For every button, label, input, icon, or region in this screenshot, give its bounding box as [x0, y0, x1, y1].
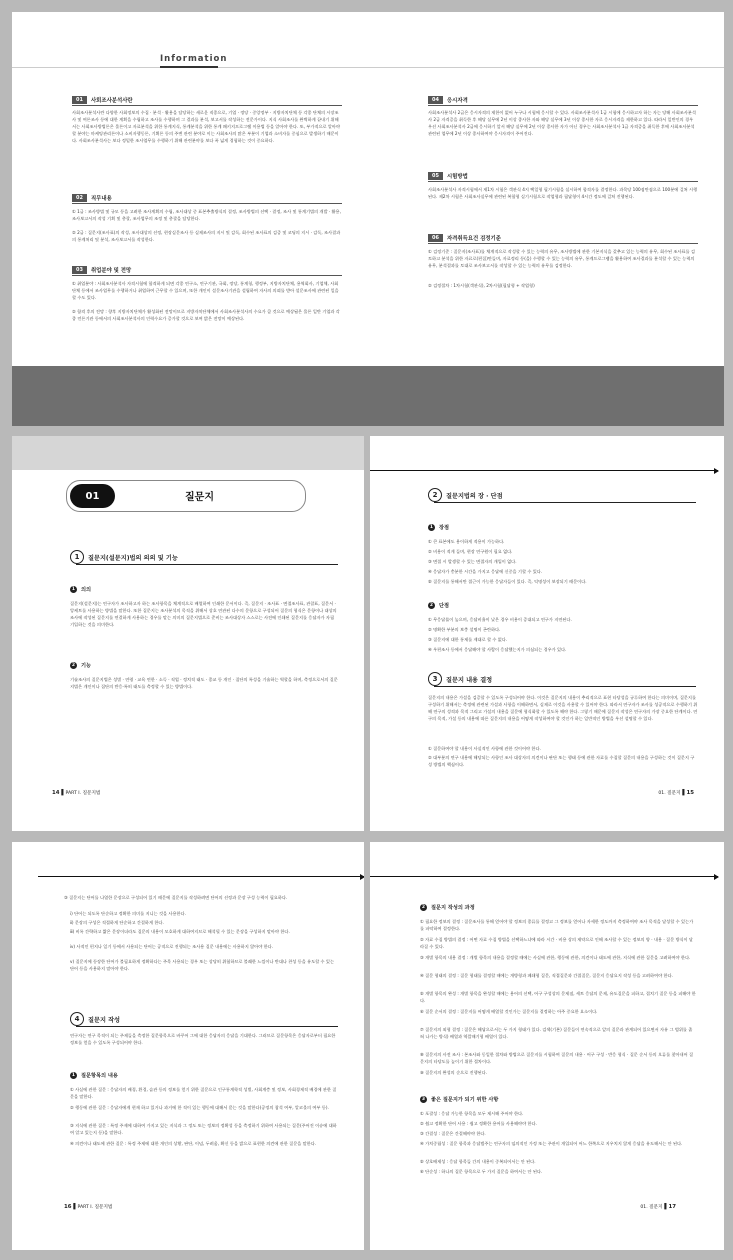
page-arrow: [370, 876, 718, 877]
content-item: ② 행동에 관한 질문 : 응답자에게 현재 하고 있거나 과거에 한 적이 있는 행동에 대해서 묻는 것을 말한다(공정의 참석 여부, 알코올의 여부 등).: [70, 1105, 329, 1110]
section-4-body: 연구자는 연구 목적이 되는 주제들을 측정한 질문항목으로 바꾸어 그에 대한 응답자의 응답을 기대한다. 그러므로 질문항목은 응답자로부터 필요한 정보를 얻을 수 있도록 구성되어야 한다.: [70, 1033, 336, 1046]
section-01-body: 사회조사분석사란 다양한 사회정보의 수집 · 분석 · 활용을 담당하는 새로운 직종으로, 기업 · 정당 · 중앙정부 · 지방자치단체 등 각종 단체의 시장조사 및 여론조사 등에 대한 계획을 수립하고 조사를 수행하며 그 결과를 분석, 보고서를 작성하는 전문가이다. 지식 사회조사를 완벽하게 끝내기 위해서는 사회조사방법론은 물론이고 자료분석을 위한 통계지식, 통계분석을 위한 통계 패키지프로그램 이용법 등을 알아야 한다. 또, 부가적으로 알아야 할 분야는 마케팅관리론이나 소비자행동론, 기획론 등의 주변 관련 분야로 이는 사회조사의 많은 부분이 기업과 소비자를 중심으로 발생하기 때문이다. 사회조사분석사는 보다 정밀한 조사업무를 수행하기 위해 관련분야를 보다 폭 넓게 경험하는 것이 중요하다.: [72, 110, 341, 144]
content-item: ③ 지식에 관한 질문 : 특정 주제에 대하여 가지고 있는 지식과 그 정도 또는 정보의 정확성 등을 측정하기 위하여 사용되는 질문(주어진 이슈에 대하여 알고 있는지 등)을 말한다.: [70, 1123, 337, 1136]
section-06-item: ① 검정기준 : 질문지(조사표)를 체계적으로 작성할 수 있는 능력의 유무, 조사방법에 관한 기본지식을 갖추고 있는 능력의 유무, 회수된 조사표를 검토하고 분석을 위한 자료로(편집)만들며, 자료정리 등(을) 수행할 수 있는 능력의 유무, 통계프로그램을 활용하여 조사결과를 분석할 수 있는 능력의 유무, 분석결과를 토대로 조사보고서를 작성할 수 있는 능력의 유무를 검정한다.: [428, 249, 695, 269]
chapter-number: 01: [70, 484, 115, 508]
section-02-item: ② 2급 : 질문지(조사표)의 작성, 조사대상의 선정, 현장실문조사 등 실제조사의 지시 및 감독, 회수된 조사표의 검증 및 코딩의 지시 · 감독, 조사결과의 통계처리 및 분석, 조사보고서를 작성한다.: [72, 230, 341, 243]
section-3-heading: 3 질문지 내용 결정: [428, 672, 492, 686]
good-item: ④ 가치중립성 : 질문 항목과 응답범주는 연구자의 임의적인 가정 또는 주관이 개입되어 어느 한쪽으로 지우치지 않게 응답을 유도해서는 안 된다.: [420, 1141, 683, 1146]
section-02-item: ① 1급 : 조사방법 및 규모 등을 고려한 조사계획의 수립, 조사대상 중 표본추출방식의 결정, 조사방법의 선택 · 결정, 조사 및 통계기법의 개발 · 활용, 조사보고서의 작성 기획 및 총괄, 조사업무의 조정 및 총괄을 담당한다.: [72, 209, 341, 222]
section-3-body: 질문지의 내용은 가설을 검증할 수 있도록 구성되어야 한다. 이것은 질문지의 내용이 추리적으로 표현 타당성을 규루하여 한다는 의미이며, 질문지를 구성하기 위해서는 측정에 관련된 가설과 사항을 이해하면서, 실제로 이것을 사용할 수 있어야 한다. 따라서 연구자가 조사를 성공적으로 수행하기 위해 연구의 성격과 목적 그리고 가설의 내용을 질문에 형식화할 수 있도록 해야 한다. 그렇기 때문에 질문지 작성은 연구자의 가장 중요한 단계이다. 연구의 목적, 가설 등의 내용에 따른 질문지의 내용을 어떻게 작성하여야 할 것인가 하는 일반적인 방법을 우선 설명할 수 있다.: [428, 695, 698, 722]
process-step: ⑨ 질문지의 완성의 순으로 진행된다.: [420, 1070, 488, 1075]
good-item: ② 쉽고 정확한 단어 사용 : 쉽고 정확한 용어를 사용해야야 한다.: [420, 1121, 537, 1126]
section-1-heading: 1 질문지(설문지)법의 의의 및 기능: [70, 550, 178, 564]
section-2-heading: 2 질문지법의 장 · 단점: [428, 488, 503, 502]
page-17: [370, 842, 724, 1250]
wording-item: ⅴ) 질문지에 등장한 단어가 불필요하게 정확하다는 주목 사용되는 경우 또는 상당히 위험하므로 불쾌한 느낌이나 반대나 찬성 등을 유도할 수 있는 단어 등을 사용하지 말아야 한다.: [70, 959, 335, 972]
page-footer-16: 16 ▌PART Ⅰ. 질문지법: [64, 1204, 113, 1210]
info-spread: [12, 12, 724, 426]
section-05-body: 사회조사분석사 자격시험에서 제1차 시험은 객관식 4지 택일형 필기시험을 실시하여 합격자를 결정한다. 과목당 100점만점으로 100분에 걸쳐 시행된다. 제2차 시험은 사회조사실무에 관련된 복합형 실기시험으로 작업형과 필답형이 4시간 정도에 걸쳐 진행된다.: [428, 187, 698, 200]
info-header-underline: [160, 66, 218, 68]
subsection-cons: 2 단점: [429, 603, 450, 609]
section-01-heading: 01 사회조사분석사란: [72, 96, 133, 104]
wording-item: ⅱ) 문장의 구성은 적절하게 단순하고 간결하게 한다.: [70, 920, 164, 925]
section-06-heading: 06 자격취득요건 검정기준: [428, 234, 501, 242]
subsection-good-questionnaire: 3 좋은 질문지가 되기 위한 사항: [421, 1097, 499, 1103]
subsection-writing-process: 2 질문지 작성의 과정: [421, 905, 475, 911]
wording-item: ⅰ) 단어는 되도록 단순하고 정확한 의미를 지니는 것을 사용한다.: [70, 911, 186, 916]
content-item: ④ 의견이나 태도에 관한 질문 : 특정 주제에 대한 개인의 상황, 판단, 이념, 두려움, 확신 등을 밝으로 표현한 의견에 관한 질문을 말한다.: [70, 1141, 317, 1146]
page-footer-17: 01. 질문지 ▌17: [640, 1204, 676, 1210]
process-step: ⑤ 개별 항목의 완성 : 개별 항목을 완성할 때에는 용어의 선택, 어구 구성상의 문제점, 세트 응답의 문제, 유도질문을 피하고, 겹치기 질문 등을 피해야 한다.: [420, 991, 696, 1004]
cons-item: ① 무응답률이 높으며, 응답비율이 낮은 경우 비용이 증대되고 연구가 지연된다.: [428, 617, 572, 622]
process-step: ② 자료 수집 방법의 결정 : 어떤 자료 수집 방법을 선택하느냐에 따라 시간 · 비용 상의 제약으로 인해 조사할 수 있는 정보의 양 · 내용 · 질문 방식이 달라질 수 있다.: [420, 937, 693, 950]
info-header: Information: [160, 54, 228, 64]
section-03-item: ② 합격 후의 전망 : 향후 지방자치단체가 활성화된 전망이므로 지방자치단체에서 사회조사분석사의 수요가 클 것으로 예상됨은 물론 일반 기업과 각종 언론기관 등에서의 사회조사분석사의 인력수요가 증가할 것으로 보여 밝은 전망이 예상된다.: [72, 309, 340, 322]
pros-item: ② 비용이 적게 들며, 현장 연구원이 필요 없다.: [428, 549, 513, 554]
chapter-title-box: [66, 480, 306, 512]
good-item: ⑤ 상호배제성 : 응답 항목들 간의 내용이 중복되어서는 안 된다.: [420, 1159, 536, 1164]
wording-item: ⅳ) 사적인 편지나 일기 등에서 사용되는 단어는 공적으로 진행되는 조사용 질문 내용에는 사용하지 않아야 한다.: [70, 944, 273, 949]
subsection-meaning: 1 의의: [71, 587, 92, 593]
subsection-function: 2 기능: [71, 663, 92, 669]
page-footer-15: 01. 질문지 ▌15: [658, 790, 694, 796]
process-step: ③ 개별 항목의 내용 결정 : 개별 항목의 내용을 결정할 때에는 사실에 관한, 행동에 관한, 의견이나 태도에 관한, 지식에 관한 질문을 고려하여야 한다.: [420, 955, 691, 960]
process-step: ⑦ 질문지의 외형 결정 : 질문은 해답으로서는 두 가지 형태가 있다. 검색(기본) 질문들이 연속적으로 앞의 질문과 관계되어 있으면서 자유 그 범위를 좁혀 나가는 방식) 배열과 역깔때기형 배열이 있다.: [420, 1027, 693, 1040]
subsection-item-content: 1 질문항목의 내용: [71, 1073, 118, 1079]
section-4-heading: 4 질문지 작성: [70, 1012, 120, 1026]
subsection-pros: 1 장점: [429, 525, 450, 531]
good-item: ① 포괄성 : 응답 가능한 항목을 모두 제시해 주어야 한다.: [420, 1111, 524, 1116]
process-step: ① 필요한 정보의 결정 : 질문조사를 통해 얻어야 할 정보의 종류를 결정고 그 정보를 얻어나 자세한 정도까지 측정하여야 조사 목적을 달성할 수 있는가를 파악하여 결정한다.: [420, 919, 694, 932]
section-03-heading: 03 취업분야 및 전망: [72, 266, 131, 274]
section-05-heading: 05 시험방법: [428, 172, 468, 180]
section-06-item: ② 검정절차 : 1차시험(객관식), 2차시험(필답형 + 작업형): [428, 283, 535, 288]
cons-item: ④ 우편조사 등에서 응답해야 할 사람이 응답했는지가 의심되는 경우가 있다.: [428, 647, 567, 652]
pros-item: ④ 응답자가 충분한 시간을 가지고 응답에 신중을 기할 수 있다.: [428, 569, 543, 574]
good-item: ⑥ 단순성 : 하나의 질문 항목으로 두 가지 질문을 하여서는 안 된다.: [420, 1169, 543, 1174]
page-footer-14: 14 ▌PART Ⅰ. 질문지법: [52, 790, 101, 796]
page-15: [370, 436, 724, 831]
section-3-item: ① 질문하여야 할 내용이 사실적인 사항에 관한 것이어야 한다.: [428, 746, 541, 751]
chapter-band: [12, 436, 364, 470]
page-arrow: [370, 470, 718, 471]
section-04-heading: 04 응시자격: [428, 96, 468, 104]
cons-item: ③ 질문지에 대한 통제를 제대로 할 수 없다.: [428, 637, 508, 642]
meaning-body: 질문지(설문지)는 연구자가 조사하고자 하는 조사항목을 체계적으로 배열하여 인쇄한 문서이다. 즉, 질문지 · 조사표 · 면접조사표, 관찰표, 질문서 · 앙케트를 사용하는 방법을 말한다. 또한 질문지는 조사분석의 목적을 위해서 상호 연관된 다수의 문항으로 구성되어 질문의 형식은 문항이나 대상의 조사에 작성된 질문지를 연결하게 사용하는 경우를 말는 의미의 질문지법으로 준비는 조사대상자 스스로는 사전에 인쇄된 질문지를 응답자가 자필 기입하는 것을 의미한다.: [70, 601, 337, 628]
section-04-body: 사회조사분석사 2급은 응시자격의 제한이 없어 누구나 시험에 응시할 수 있다. 사회조사분석사 1급 시험에 응시하고자 하는 자는 당해 사회조사분석사 2급 자격증을 취득한 후 해당 실무에 2년 이상 종사한 자와 해당 실무에 3년 이상 종사한 자로 응시자격을 제한하고 있다. 따라서 일반인의 경우 우선 사회조사분석사 2급에 응시하기 앞서 해당 실무에 2년 이상 종사한 자가 아닌 경우는 사회조사분석사 1급 자격증을 취득한 후에 사회조사분석 관련된 업무에 2년 이상 종사하여야 응시자격이 주어진다.: [428, 110, 696, 137]
good-item: ③ 간결성 : 질문은 간결해야야 한다.: [420, 1131, 486, 1136]
page-16: [12, 842, 364, 1250]
function-body: 기술조사의 질문지법은 성별 · 연령 · 교육 연한 · 소득 · 직업 · 정치적 태도 · 종교 등 개인 · 집단의 특성을 기술하는 역할을 하며, 측정으로서의 질문지법은 개인이나 집단의 반응·특히 태도를 측정할 수 있는 방법이다.: [70, 677, 338, 690]
section-3-item: ② 대부분의 연구 내용에 해당되는 사항인 조사 대상자의 의견이나 판단 또는 행태 등에 관한 자료를 수집할 질문의 내용을 구성하는 것이 질문지 구성 방법의 핵심이다.: [428, 755, 695, 768]
pros-item: ⑤ 질문지를 통해서만 접근이 가능한 응답자들이 있다. 즉, 익명성이 보장되기 때문이다.: [428, 579, 587, 584]
pros-item: ① 큰 표본에도 용이하게 적용이 가능하다.: [428, 539, 505, 544]
section-03-item: ① 취업분야 : 사회조사분석사 자격시험에 합격하게 되면 각종 연구소, 연구기관, 국회, 정당, 통계청, 행정부, 지방자치단체, 용역회사, 기업체, 사회단체 등에서 조사업무를 수행하거나 취업하여 근무할 수 있으며, 또한 개인이 설문조사기관을 설립하여 자사의 의뢰를 받아 설문조사에 관련된 일을 할 수도 있다.: [72, 281, 339, 301]
info-header-line: [12, 67, 724, 68]
cons-item: ② 명확한 부분의 보충 설명이 곤란하다.: [428, 627, 501, 632]
pros-item: ③ 면접 시 발생할 수 있는 면접자의 개입이 없다.: [428, 559, 517, 564]
process-step: ⑧ 질문지의 사전 조사 : 본조사와 동일한 절차와 방법으로 질문지를 시험하여 질문의 내용 · 어구 구성 · 반응 형식 · 질문 순서 등의 오류를 찾아내어 질문지의 타당도를 높이기 위한 절차이다.: [420, 1052, 694, 1065]
content-item: ① 사실에 관한 질문 : 응답자의 배경, 환경, 습관 등의 정보를 얻기 위한 질문으로 인구통계학적 성별, 사회계층 및 정보, 사회경제적 배경에 관한 질문을 말한다.: [70, 1087, 337, 1100]
process-step: ⑥ 질문 순서의 결정 : 질문지를 어떻게 배열할 것인가는 질문지를 결정하는 아주 중요한 요소이다.: [420, 1009, 598, 1014]
wording-item: ⅲ) 비록 간략하고 짧은 문장이더라도 질문의 내용이 모호하게 대하여지므로 해석될 수 있는 문장을 구성하지 말아야 한다.: [70, 929, 290, 934]
process-step: ④ 질문 형태의 결정 : 질문 형태를 결정할 때에는 개방형과 폐쇄형 질문, 직접질문과 간접질문, 질문지 응답요지 작성 등을 고려하여야 한다.: [420, 973, 673, 978]
chapter-title: 질문지: [185, 492, 214, 503]
question-wording-intro: ③ 질문지는 단어를 나열한 문장으로 구성되어 있기 때문에 질문지를 작성하려면 단어의 선정과 문장 구성 능력이 필요하다.: [64, 895, 288, 900]
section-02-heading: 02 직무내용: [72, 194, 112, 202]
page-14: [12, 436, 364, 831]
gray-band: [12, 366, 724, 426]
page-arrow: [38, 876, 364, 877]
